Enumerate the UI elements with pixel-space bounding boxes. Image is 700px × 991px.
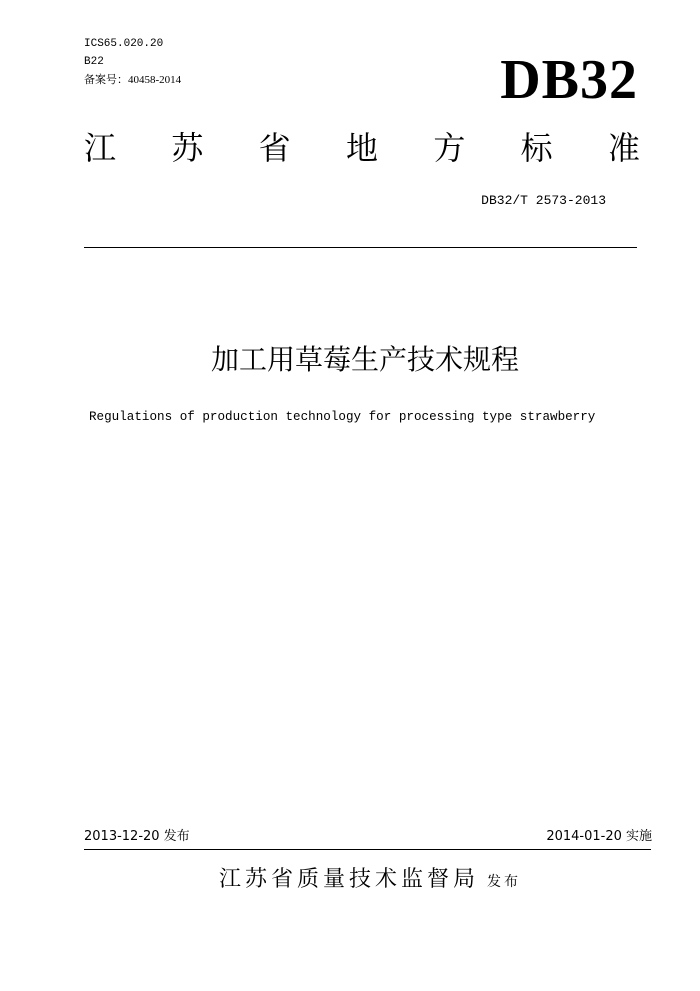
filing-number: 备案号：40458-2014 — [84, 74, 182, 86]
issue-date: 2013-12-20 发布 — [84, 829, 190, 844]
title-chinese: 加工用草莓生产技术规程 — [210, 343, 519, 376]
standard-type-char: 江 — [84, 129, 117, 167]
standard-type-heading — [84, 128, 640, 168]
standard-type-char: 省 — [258, 129, 291, 167]
standard-type-char: 苏 — [171, 129, 204, 167]
ics-code: ICS65.020.20 — [84, 38, 164, 50]
top-divider — [84, 247, 637, 248]
standard-type-char: 准 — [607, 129, 640, 167]
issuer-suffix: 发布 — [487, 874, 521, 890]
issuer-name: 江苏省质量技术监督局 — [218, 867, 479, 892]
implementation-date: 2014-01-20 实施 — [546, 829, 652, 844]
issuer-line — [0, 866, 700, 894]
ccs-code: B22 — [84, 56, 104, 68]
standard-number: DB32/T 2573-2013 — [481, 193, 606, 208]
db-code-logo: DB32 — [500, 49, 638, 111]
standard-type-char: 地 — [345, 129, 378, 167]
standard-type-char: 标 — [520, 129, 553, 167]
bottom-divider — [84, 849, 651, 850]
standard-type-char: 方 — [433, 129, 466, 167]
title-english: Regulations of production technology for processing type strawberry — [89, 410, 596, 424]
